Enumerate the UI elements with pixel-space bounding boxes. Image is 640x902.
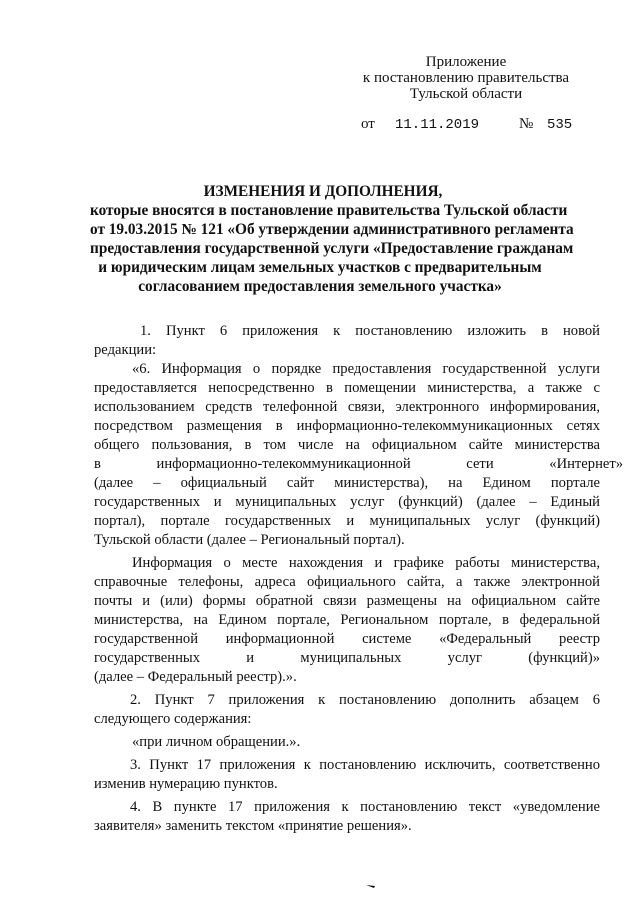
resolution-reference [361,116,621,134]
scan-mark-icon [366,884,376,889]
body-line: «6. Информация о порядке предоставления государственной услуги [132,361,600,377]
appendix-line: Приложение [425,54,507,70]
title-line: предоставления государственной услуги «Предоставление гражданам [90,240,574,257]
body-line: Тульской области (далее – Региональный портал). [94,532,405,548]
appendix-header [330,54,602,102]
appendix-line: Тульской области [409,86,523,102]
body-line: 1. Пункт 6 приложения к постановлению изложить в новой [140,323,600,339]
appendix-line: к постановлению правительства [362,70,570,86]
body-line: почты и (или) формы обратной связи размещены на официальном сайте [94,593,600,609]
body-line: использованием средств телефонной связи, электронного информирования, [94,399,600,415]
number-prefix: № [519,116,534,132]
body-line: посредством размещения в информационно-телекоммуникационных сетях [94,418,600,434]
body-line: справочные телефоны, адреса официального сайта, а также электронной [94,574,600,590]
body-line: портал), портале государственных и муниципальных услуг (функций) [94,513,600,529]
body-line: 3. Пункт 17 приложения к постановлению исключить, соответственно [130,757,600,773]
title-line: и юридическим лицам земельных участков с предварительным [98,259,542,276]
body-line: следующего содержания: [94,711,252,727]
body-line: государственных и муниципальных услуг (функций) (далее – Единый [94,494,600,510]
resolution-number: 535 [547,117,573,133]
body-line: Информация о месте нахождения и графике работы министерства, [132,555,600,571]
body-line: предоставляется непосредственно в помещении министерства, а также с [94,380,600,396]
body-line: изменив нумерацию пунктов. [94,776,278,792]
body-line: 4. В пункте 17 приложения к постановлению текст «уведомление [130,799,600,815]
body-line: министерства, на Едином портале, Региональном портале, в федеральной [94,612,600,628]
body-line: 2. Пункт 7 приложения к постановлению дополнить абзацем 6 [130,692,600,708]
title-line: согласованием предоставления земельного участка» [138,278,502,295]
body-line: редакции: [94,342,157,358]
body-line: (далее – Федеральный реестр).». [94,669,297,685]
title-line: от 19.03.2015 № 121 «Об утверждении административного регламента [90,221,574,238]
body-line: государственных и муниципальных услуг (функций)» [94,650,600,666]
body-line: общего пользования, в том числе на официальном сайте министерства [94,437,600,453]
body-line: (далее – официальный сайт министерства), на Едином портале [94,475,600,491]
title-line: которые вносятся в постановление правительства Тульской области [90,202,568,219]
resolution-date: 11.11.2019 [395,117,480,133]
body-line: заявителя» заменить текстом «принятие решения». [94,818,412,834]
document-body [94,322,624,836]
document-title [90,182,574,296]
date-prefix: от [361,116,375,132]
body-line: «при личном обращении.». [132,734,301,750]
body-line: в информационно-телекоммуникационной сети «Интернет» [94,456,624,472]
body-line: государственной информационной системе «Федеральный реестр [94,631,600,647]
title-line: ИЗМЕНЕНИЯ И ДОПОЛНЕНИЯ, [203,183,443,200]
